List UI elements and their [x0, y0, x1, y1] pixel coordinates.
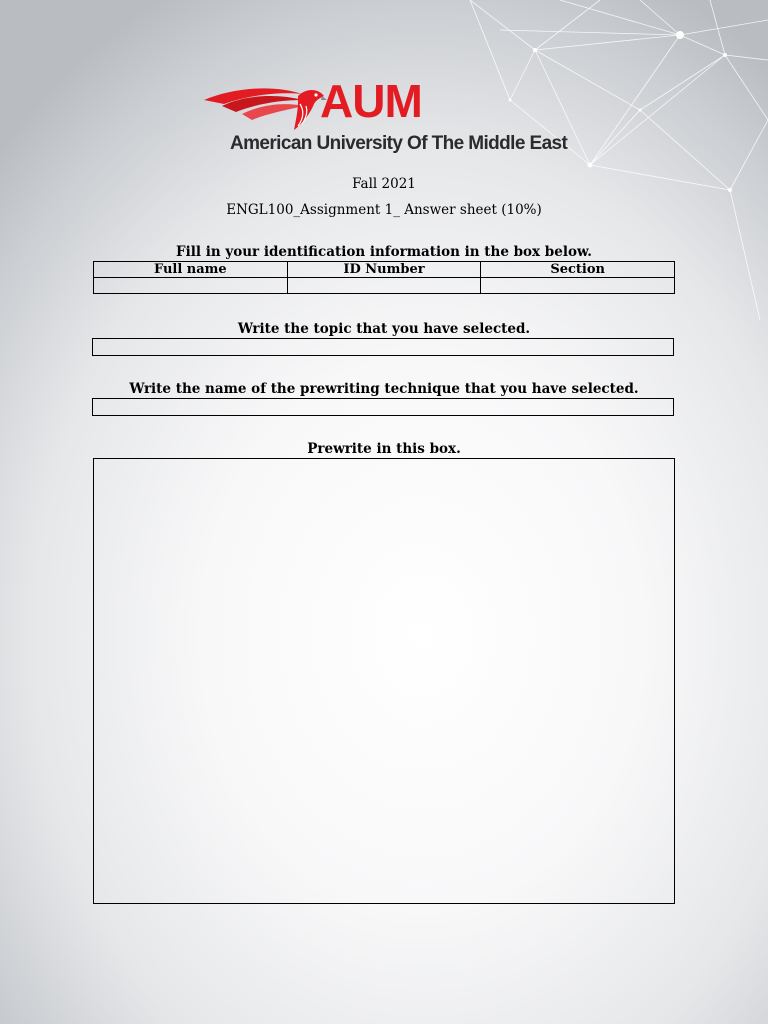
topic-instruction: Write the topic that you have selected. — [237, 321, 531, 337]
full-name-field[interactable] — [94, 278, 288, 294]
table-row — [94, 278, 675, 294]
semester-label: Fall 2021 — [352, 176, 416, 192]
bird-logo-icon — [202, 84, 327, 132]
university-name: American University Of The Middle East — [230, 133, 568, 154]
prewrite-area[interactable] — [93, 458, 675, 904]
topic-field[interactable] — [92, 338, 674, 356]
column-header-id-number: ID Number — [287, 262, 481, 278]
prewrite-instruction: Prewrite in this box. — [307, 441, 461, 457]
section-field[interactable] — [481, 278, 675, 294]
identification-table — [93, 261, 675, 294]
column-header-section: Section — [481, 262, 675, 278]
technique-field[interactable] — [92, 398, 674, 416]
technique-instruction: Write the name of the prewriting technique that you have selected. — [129, 381, 639, 397]
assignment-title: ENGL100_Assignment 1_ Answer sheet (10%) — [226, 202, 542, 218]
table-header-row — [94, 262, 675, 278]
identification-instruction: Fill in your identification information in the box below. — [176, 244, 592, 260]
aum-logo — [200, 75, 580, 158]
id-number-field[interactable] — [287, 278, 481, 294]
column-header-full-name: Full name — [94, 262, 288, 278]
aum-wordmark: AUM — [320, 75, 422, 127]
